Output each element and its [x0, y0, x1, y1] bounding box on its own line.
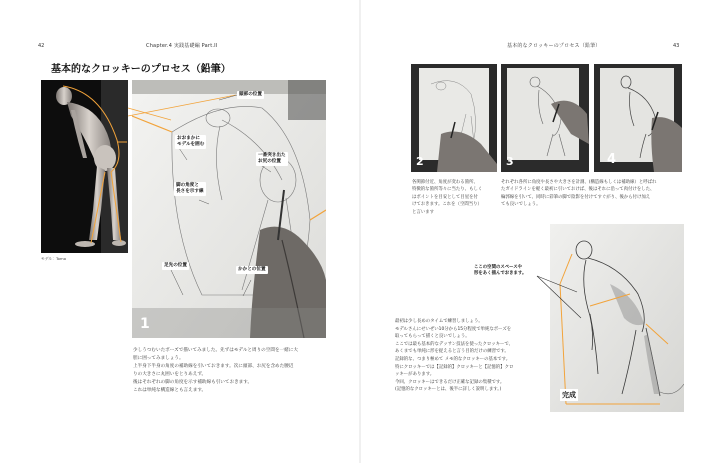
body-line: モデルさんにせいぜい10分から15分程度で単純なポーズを — [395, 326, 512, 332]
text-step34 — [501, 179, 683, 209]
right-body-text — [395, 318, 545, 394]
annotation-heel: かかとの位置 — [238, 267, 266, 272]
body-line: ッキーがあります。 — [395, 372, 435, 378]
step-number-1: 1 — [140, 316, 150, 332]
right-page — [361, 0, 720, 463]
annotation-frame: おおまかに モデルを囲む — [177, 136, 205, 147]
body-line: 胆に囲ってみましょう。 — [133, 356, 184, 361]
callout-space: ここの空間のスペースや 形をあく描んでおきます。 — [474, 265, 527, 276]
page-number-right: 43 — [673, 43, 680, 49]
body-line: 後はそれぞれの脚の角度を示す補助線も引いておきます。 — [133, 380, 253, 385]
body-line: 少しうつむいたポーズで描いてみました。先ずはモデルと周りの空間を一緒に大 — [133, 348, 298, 353]
body-line: 輪郭線を引いて、同時に彩筆の脚で陰影を付けてすぐがり、後から付け加え — [501, 194, 651, 200]
text-step2 — [412, 179, 500, 216]
drawing-photo-step3 — [501, 64, 589, 172]
annotation-head: 頭部の位置 — [239, 92, 262, 97]
drawing-photo-step2 — [411, 64, 497, 172]
page-title: 基本的なクロッキーのプロセス（鉛筆） — [51, 64, 231, 75]
body-line: たガイドラインを軽く最初に引いておけば、後はそれに沿って肉付けをした、 — [501, 187, 655, 193]
body-line: 特徴的な箇所等々に当たり、もしく — [412, 187, 483, 193]
body-line: ても良いでしょう。 — [501, 202, 541, 208]
body-line: (記憶的なクロッキーとは、後半に詳しく説明します。) — [395, 387, 502, 393]
body-line: 特にクロッキーでは【記録的】クロッキーと【記憶的】クロ — [395, 364, 514, 370]
body-line: 今回、クロッキーはできるだけ正確な記録の集積です。 — [395, 379, 505, 385]
body-line: と言います — [412, 209, 434, 215]
body-line: りの大きさに丸囲いをとりあえず。 — [133, 372, 207, 377]
body-line: はポイントを目安として目星を付 — [412, 194, 478, 200]
finished-label: 完成 — [562, 391, 576, 399]
chapter-header-right: 基本的なクロッキーのプロセス（鉛筆） — [507, 43, 601, 49]
body-line: 記録的な、つまり極めて メモ的なクロッキーの基本です。 — [395, 356, 511, 362]
annotation-foot: 足先の位置 — [164, 263, 187, 268]
model-caption: モデル：Tomo — [41, 256, 67, 261]
body-line: 取ってもらって描くと良いでしょう。 — [395, 334, 470, 340]
body-line: これは単純な構造線とも言えます。 — [133, 388, 207, 393]
body-line: 最初は少し長めのタイムで練習しましょう。 — [395, 319, 483, 324]
left-body-text — [133, 347, 333, 395]
body-line: 各関節付近、角度が変わる箇所、 — [412, 180, 478, 185]
annotation-buttocks: 一番突き出た お尻の位置 — [258, 153, 286, 164]
step-number-4: 4 — [607, 152, 617, 167]
body-line: それぞれ各所に角度や長さや大きさを計測、(構造線もしくは補助線）と呼ばれ — [501, 180, 657, 185]
step-number-3: 3 — [506, 155, 514, 168]
annotation-legs: 脚の角度と 長さを示す線 — [176, 183, 204, 194]
chapter-header: Chapter.4 実践基礎編 Part.II — [146, 43, 218, 49]
left-page — [0, 0, 359, 463]
step-number-2: 2 — [416, 155, 424, 168]
body-line: けておきます。これを（空間当り） — [412, 202, 482, 208]
page-number-left: 42 — [38, 43, 45, 49]
body-line: あくまでも単純に形を捉えると言う目的だけの練習です。 — [395, 349, 509, 355]
body-line: ここでは最も基本的なデッサン技法を使ったクロッキーで、 — [395, 341, 514, 347]
body-line: 上半身下半身の角度の補助線を引いておきます。次に頭部、お尻を含めた腰辺 — [133, 364, 294, 369]
